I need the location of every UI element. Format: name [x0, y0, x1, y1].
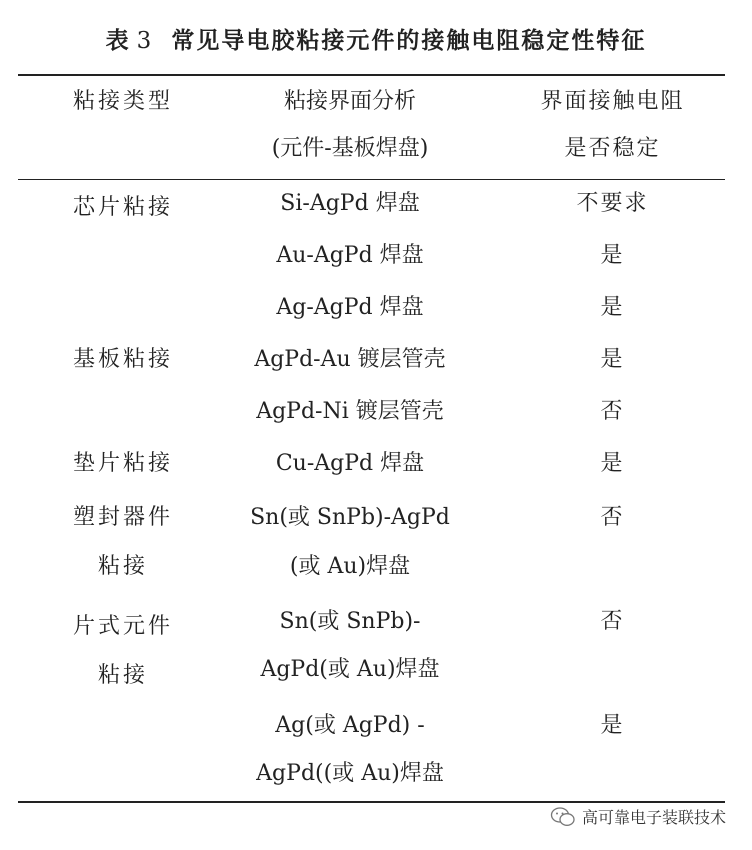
- header-interface-line2: (元件-基板焊盘): [271, 136, 429, 161]
- row-interface: Au-AgPd 焊盘: [276, 243, 424, 268]
- top-rule: [18, 74, 725, 76]
- row-interface-line1: Sn(或 SnPb)-: [279, 609, 421, 634]
- row-stable: 是: [600, 347, 625, 372]
- row-stable: 是: [600, 295, 625, 320]
- row-interface: Ag-AgPd 焊盘: [276, 295, 424, 320]
- row-interface: Si-AgPd 焊盘: [280, 191, 420, 216]
- header-rule: [18, 179, 725, 180]
- row-interface-line2: AgPd((或 Au)焊盘: [256, 761, 444, 786]
- row-interface: AgPd-Au 镀层管壳: [254, 347, 446, 372]
- row-stable: 否: [600, 609, 625, 634]
- row-interface: Cu-AgPd 焊盘: [275, 451, 425, 476]
- row-type-line2: 粘接: [97, 554, 148, 579]
- row-type: 垫片粘接: [72, 451, 173, 476]
- row-type-line1: 塑封器件: [72, 505, 173, 530]
- table-title-prefix: 表: [105, 28, 131, 54]
- header-bond-type: 粘接类型: [72, 89, 173, 114]
- row-stable: 不要求: [576, 191, 649, 216]
- header-stable-line2: 是否稳定: [564, 136, 661, 161]
- header-stable-line1: 界面接触电阻: [540, 89, 685, 114]
- header-interface-line1: 粘接界面分析: [283, 89, 416, 114]
- row-interface-line2: (或 Au)焊盘: [289, 554, 411, 579]
- row-stable: 否: [600, 505, 625, 530]
- row-type-line1: 片式元件: [72, 614, 173, 639]
- row-interface-line2: AgPd(或 Au)焊盘: [260, 657, 440, 682]
- table-title-text: 常见导电胶粘接元件的接触电阻稳定性特征: [171, 28, 647, 54]
- row-stable: 是: [600, 451, 625, 476]
- row-stable: 否: [600, 399, 625, 424]
- bottom-rule: [18, 801, 725, 803]
- row-stable: 是: [600, 713, 625, 738]
- row-type: 芯片粘接: [72, 195, 173, 220]
- table-title: [0, 22, 752, 55]
- watermark-text: 高可靠电子装联技术: [581, 808, 726, 827]
- table-title-number: 3: [136, 28, 154, 54]
- row-type: 基板粘接: [72, 347, 173, 372]
- row-interface-line1: Ag(或 AgPd) -: [275, 713, 425, 738]
- row-interface-line1: Sn(或 SnPb)-AgPd: [250, 505, 450, 530]
- row-stable: 是: [600, 243, 625, 268]
- row-type-line2: 粘接: [97, 663, 148, 688]
- watermark: [550, 805, 726, 828]
- row-interface: AgPd-Ni 镀层管壳: [256, 399, 444, 424]
- wechat-icon: [550, 806, 576, 828]
